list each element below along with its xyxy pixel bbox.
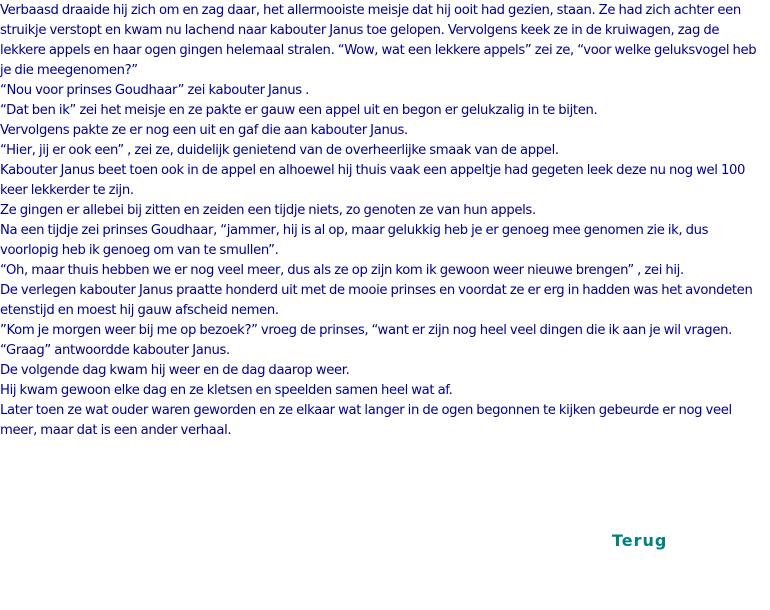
- story-paragraph: “Oh, maar thuis hebben we er nog veel meer, dus als ze op zijn kom ik gewoon weer nieuwe brengen” , zei hij.: [0, 263, 684, 278]
- story-paragraph: Later toen ze wat ouder waren geworden en ze elkaar wat langer in de ogen begonnen te kijken gebeurde er nog veel meer, maar dat is een ander verhaal.: [0, 403, 732, 438]
- story-paragraph: De volgende dag kwam hij weer en de dag daarop weer.: [0, 363, 350, 378]
- story-paragraph: Ze gingen er allebei bij zitten en zeiden een tijdje niets, zo genoten ze van hun appels.: [0, 203, 536, 218]
- story-paragraph: ”Kom je morgen weer bij me op bezoek?” vroeg de prinses, “want er zijn nog heel veel dingen die ik aan je wil vragen.: [0, 323, 732, 338]
- story-paragraph: Na een tijdje zei prinses Goudhaar, “jammer, hij is al op, maar gelukkig heb je er genoeg mee genomen zie ik, dus voorlopig heb ik genoeg om van te smullen”.: [0, 223, 709, 258]
- story-text: [0, 1, 762, 441]
- story-paragraph: Kabouter Janus beet toen ook in de appel en alhoewel hij thuis vaak een appeltje had gegeten leek deze nu nog wel 100 keer lekkerder te zijn.: [0, 163, 746, 198]
- back-link[interactable]: Terug: [612, 531, 668, 550]
- story-paragraph: Hij kwam gewoon elke dag en ze kletsen en speelden samen heel wat af.: [0, 383, 453, 398]
- story-paragraph: Vervolgens pakte ze er nog een uit en gaf die aan kabouter Janus.: [0, 123, 408, 138]
- story-paragraph: De verlegen kabouter Janus praatte honderd uit met de mooie prinses en voordat ze er erg in hadden was het avondeten etenstijd en moest hij gauw afscheid nemen.: [0, 283, 753, 318]
- story-paragraph: Verbaasd draaide hij zich om en zag daar, het allermooiste meisje dat hij ooit had gezien, staan. Ze had zich achter een struikje verstopt en kwam nu lachend naar kabouter Janus toe gelopen. Vervolgens keek ze in de kruiwagen, zag de lekkere appels en haar ogen gingen helemaal stralen. “Wow, wat een lekkere appels” zei ze, “voor welke geluksvogel heb je die meegenomen?”: [0, 3, 757, 78]
- story-paragraph: “Dat ben ik” zei het meisje en ze pakte er gauw een appel uit en begon er gelukzalig in te bijten.: [0, 103, 598, 118]
- story-paragraph: “Hier, jij er ook een” , zei ze, duidelijk genietend van de overheerlijke smaak van de appel.: [0, 143, 559, 158]
- story-paragraph: “Graag” antwoordde kabouter Janus.: [0, 343, 230, 358]
- story-paragraph: “Nou voor prinses Goudhaar” zei kabouter Janus .: [0, 83, 309, 98]
